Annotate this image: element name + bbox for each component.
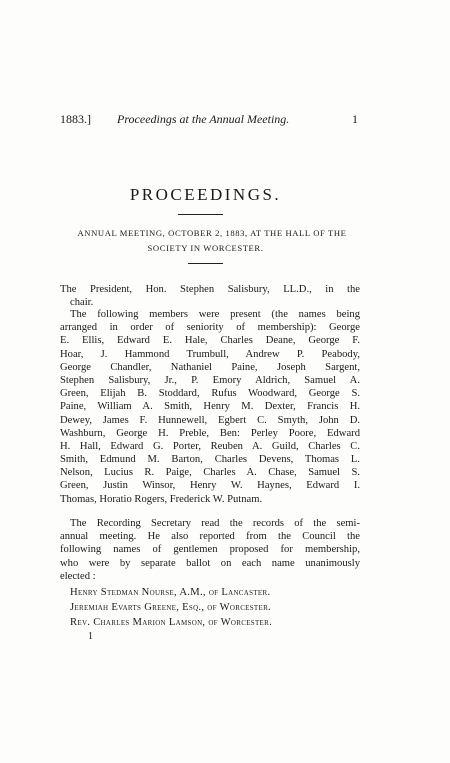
text-line: E. Ellis, Edward E. Hale, Charles Deane, George F. (60, 335, 360, 347)
text-line: Stephen Salisbury, Jr., P. Emory Aldrich, Samuel A. (60, 374, 360, 386)
text-line: Green, Elijah B. Stoddard, Rufus Woodward, George S. (60, 388, 360, 400)
text-line: following names of gentlemen proposed for membership, (60, 544, 360, 556)
signature-mark: 1 (88, 631, 93, 642)
text-line: Green, Justin Winsor, Henry W. Haynes, Edward I. (60, 480, 360, 492)
meeting-heading-line-1: ANNUAL MEETING, OCTOBER 2, 1883, AT THE HALL OF THE (77, 228, 347, 238)
running-head-year: 1883.] (60, 112, 91, 126)
text-line: H. Hall, Edward G. Porter, Reuben A. Guild, Charles C. (60, 440, 360, 452)
text-line: who were by separate ballot on each name unanimously (60, 557, 360, 569)
text-line: George Chandler, Nathaniel Paine, Joseph Sargent, (60, 361, 360, 373)
text-line: Hoar, J. Hammond Trumbull, Andrew P. Peabody, (60, 348, 360, 360)
text-line: The Recording Secretary read the records of the semi- (70, 518, 360, 529)
text-line: Paine, William A. Smith, Henry M. Dexter, Francis H. (60, 401, 360, 413)
meeting-heading-line-2: SOCIETY IN WORCESTER. (147, 243, 264, 253)
text-line: arranged in order of seniority of membership): George (60, 322, 360, 334)
text-line: elected : (60, 570, 96, 582)
heading-rule-bottom (188, 263, 223, 264)
text-line: Washburn, George H. Preble, Ben: Perley Poore, Edward (60, 427, 360, 439)
text-line: chair. (70, 297, 94, 309)
paragraph-president (60, 283, 360, 309)
section-heading: PROCEEDINGS. (129, 185, 282, 204)
text-line: The following members were present (the names being (70, 309, 360, 320)
paragraph-members-present (60, 308, 360, 506)
text-line: Thomas, Horatio Rogers, Frederick W. Putnam. (60, 493, 263, 505)
text-line: Nelson, Lucius R. Paige, Charles A. Chase, Samuel S. (60, 467, 360, 479)
text-line: annual meeting. He also reported from the Council the (60, 531, 360, 543)
elected-member: Jeremiah Evarts Greene, Esq., of Worcester. (70, 602, 272, 613)
heading-rule-top (178, 214, 223, 215)
text-line: Dewey, James F. Hunnewell, Egbert C. Smyth, John D. (60, 414, 360, 426)
page-number: 1 (352, 112, 358, 126)
running-head-title: Proceedings at the Annual Meeting. (117, 112, 290, 126)
paragraph-recording-secretary (60, 517, 360, 583)
elected-member: Henry Stedman Nourse, A.M., of Lancaster. (70, 587, 271, 598)
elected-member: Rev. Charles Marion Lamson, of Worcester. (70, 617, 273, 628)
text-line: The President, Hon. Stephen Salisbury, LL.D., in the (60, 284, 360, 295)
text-line: Smith, Edmund M. Barton, Charles Devens, Thomas L. (60, 454, 360, 466)
